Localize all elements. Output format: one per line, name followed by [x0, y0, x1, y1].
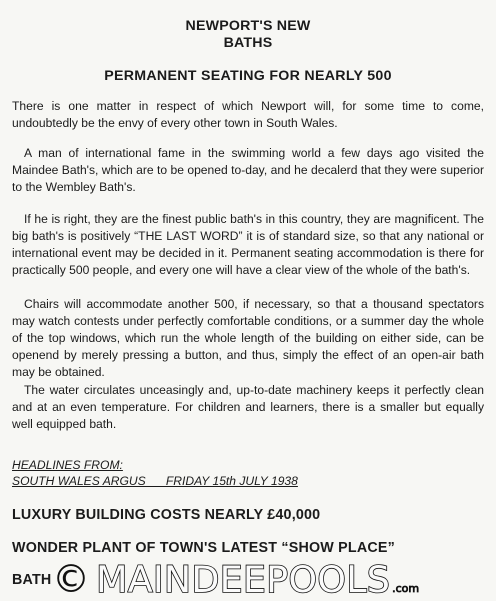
source-publication-date: SOUTH WALES ARGUS FRIDAY 15th JULY 1938: [12, 474, 298, 488]
headline-show-place: WONDER PLANT OF TOWN'S LATEST “SHOW PLACE”: [12, 540, 395, 556]
paragraph-5: The water circulates unceasingly and, up-to-date machinery keeps it perfectly clean and at an even temperature. For children and learners, there is a smaller but equally well equipped bath.: [12, 383, 484, 432]
article-subtitle: PERMANENT SEATING FOR NEARLY 500: [104, 68, 392, 84]
copyright-icon: ©: [52, 557, 90, 601]
watermark: [52, 557, 420, 601]
headline-bath: BATH: [12, 572, 52, 588]
paragraph-1: There is one matter in respect of which Newport will, for some time to come, undoubtedly be the envy of every other town in South Wales.: [12, 99, 484, 131]
paragraph-3: If he is right, they are the finest public bath's in this country, they are magnificent. The big bath's is positively “THE LAST WORD” it is of standard size, so that any national or international event may be decided in it. Permanent seating accommodation is there for practically 500 people, and every one will have a clear view of the whole of the bath's.: [12, 212, 484, 278]
watermark-brand: MAINDEEPOOLS: [96, 558, 391, 601]
paragraph-4: Chairs will accommodate another 500, if necessary, so that a thousand spectators may watch contests under perfectly comfortable conditions, or a summer day the whole of the top windows, which run the whole length of the building on either side, can be openend by merely pressing a button, and thus, simply the effect of an open-air bath may be obtained.: [12, 297, 484, 380]
watermark-suffix: .com: [392, 582, 420, 595]
title-line-1: NEWPORT'S NEW: [185, 18, 311, 34]
paragraph-2: A man of international fame in the swimming world a few days ago visited the Maindee Bath's, which are to be opened to-day, and he decalerd that they were superior to the Wembley Bath's.: [12, 146, 484, 195]
title-line-2: BATHS: [223, 35, 273, 51]
source-label: HEADLINES FROM:: [12, 458, 123, 472]
headline-cost: LUXURY BUILDING COSTS NEARLY £40,000: [12, 507, 321, 523]
source-credit: [12, 457, 298, 489]
article-title: [0, 18, 496, 52]
